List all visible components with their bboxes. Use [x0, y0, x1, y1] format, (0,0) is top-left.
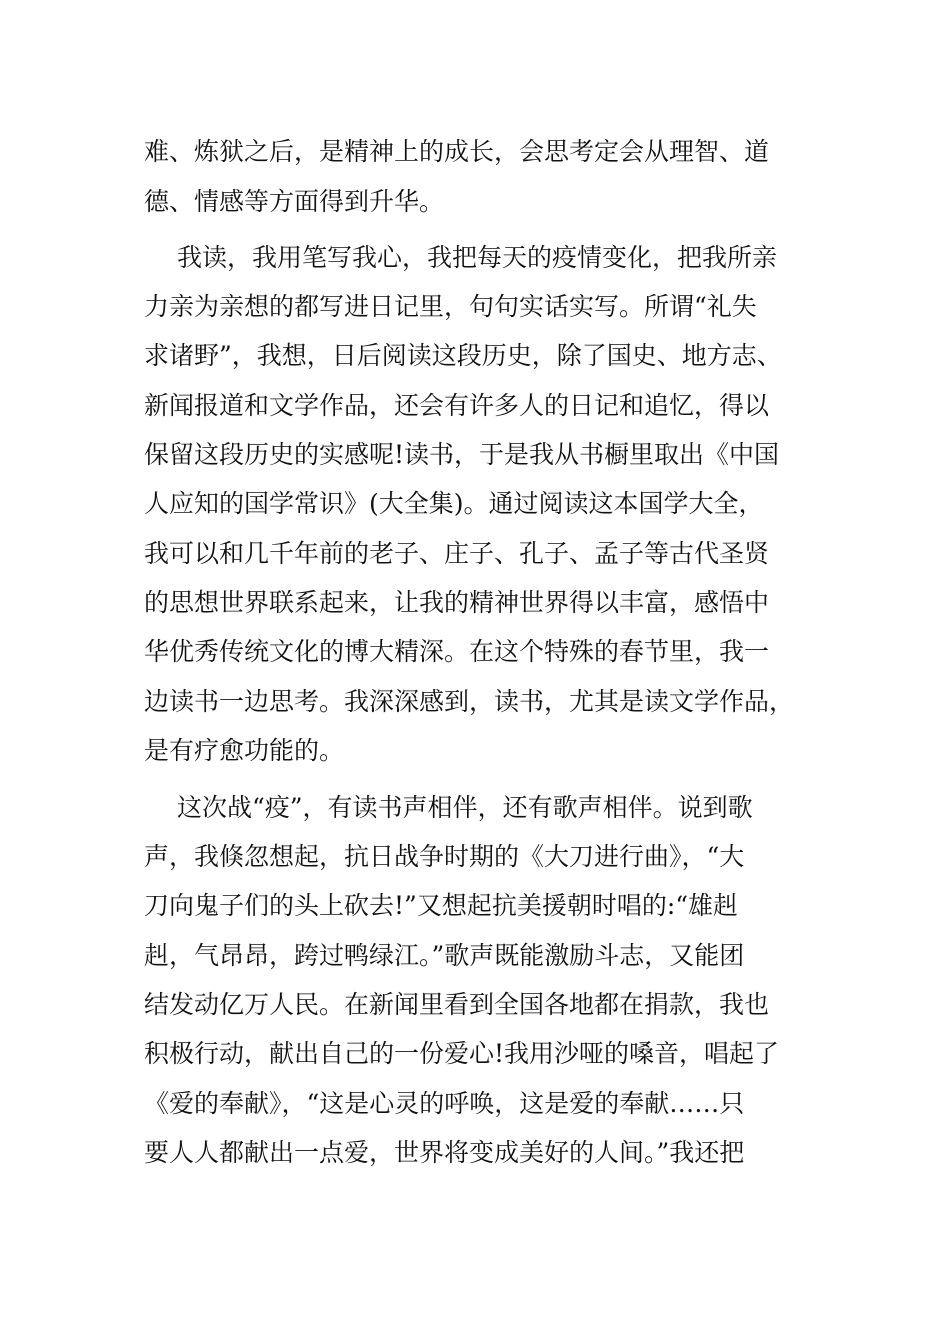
- paragraph-first-line: 这次战“疫”，有读书声相伴，还有歌声相伴。说到歌: [177, 793, 753, 822]
- text-line: 求诸野”，我想，日后阅读这段历史，除了国史、地方志、: [144, 341, 782, 370]
- text-line: 保留这段历史的实感呢!读书，于是我从书橱里取出《中国: [144, 440, 780, 469]
- text-line: 边读书一边思考。我深深感到，读书，尤其是读文学作品，: [144, 687, 795, 716]
- text-line: 是有疗愈功能的。: [144, 736, 345, 765]
- text-line: 声，我倏忽想起，抗日战争时期的《大刀进行曲》，“大: [144, 842, 745, 871]
- text-line: 赳，气昂昂，跨过鸭绿江。”歌声既能激励斗志，又能团: [144, 941, 745, 970]
- text-line: 《爱的奉献》，“这是心灵的呼唤，这是爱的奉献……只: [144, 1089, 745, 1118]
- text-line: 刀向鬼子们的头上砍去!”又想起抗美援朝时唱的:“雄赳: [144, 891, 739, 920]
- text-line: 的思想世界联系起来，让我的精神世界得以丰富，感悟中: [144, 588, 770, 617]
- text-line: 我可以和几千年前的老子、庄子、孔子、孟子等古代圣贤: [144, 539, 770, 568]
- text-line: 力亲为亲想的都写进日记里，句句实话实写。所谓“礼失: [144, 292, 757, 321]
- text-line: 难、炼狱之后，是精神上的成长，会思考定会从理智、道: [144, 137, 770, 166]
- text-line: 要人人都献出一点爱，世界将变成美好的人间。”我还把: [144, 1138, 745, 1167]
- text-line: 结发动亿万人民。在新闻里看到全国各地都在捐款，我也: [144, 990, 770, 1019]
- paragraph-first-line: 我读，我用笔写我心，我把每天的疫情变化，把我所亲: [177, 243, 778, 272]
- text-line: 新闻报道和文学作品，还会有许多人的日记和追忆，得以: [144, 391, 770, 420]
- text-line: 人应知的国学常识》(大全集)。通过阅读这本国学大全，: [144, 489, 764, 518]
- text-line: 华优秀传统文化的博大精深。在这个特殊的春节里，我一: [144, 637, 770, 666]
- text-line: 德、情感等方面得到升华。: [144, 187, 445, 216]
- text-line: 积极行动，献出自己的一份爱心!我用沙哑的嗓音，唱起了: [144, 1039, 780, 1068]
